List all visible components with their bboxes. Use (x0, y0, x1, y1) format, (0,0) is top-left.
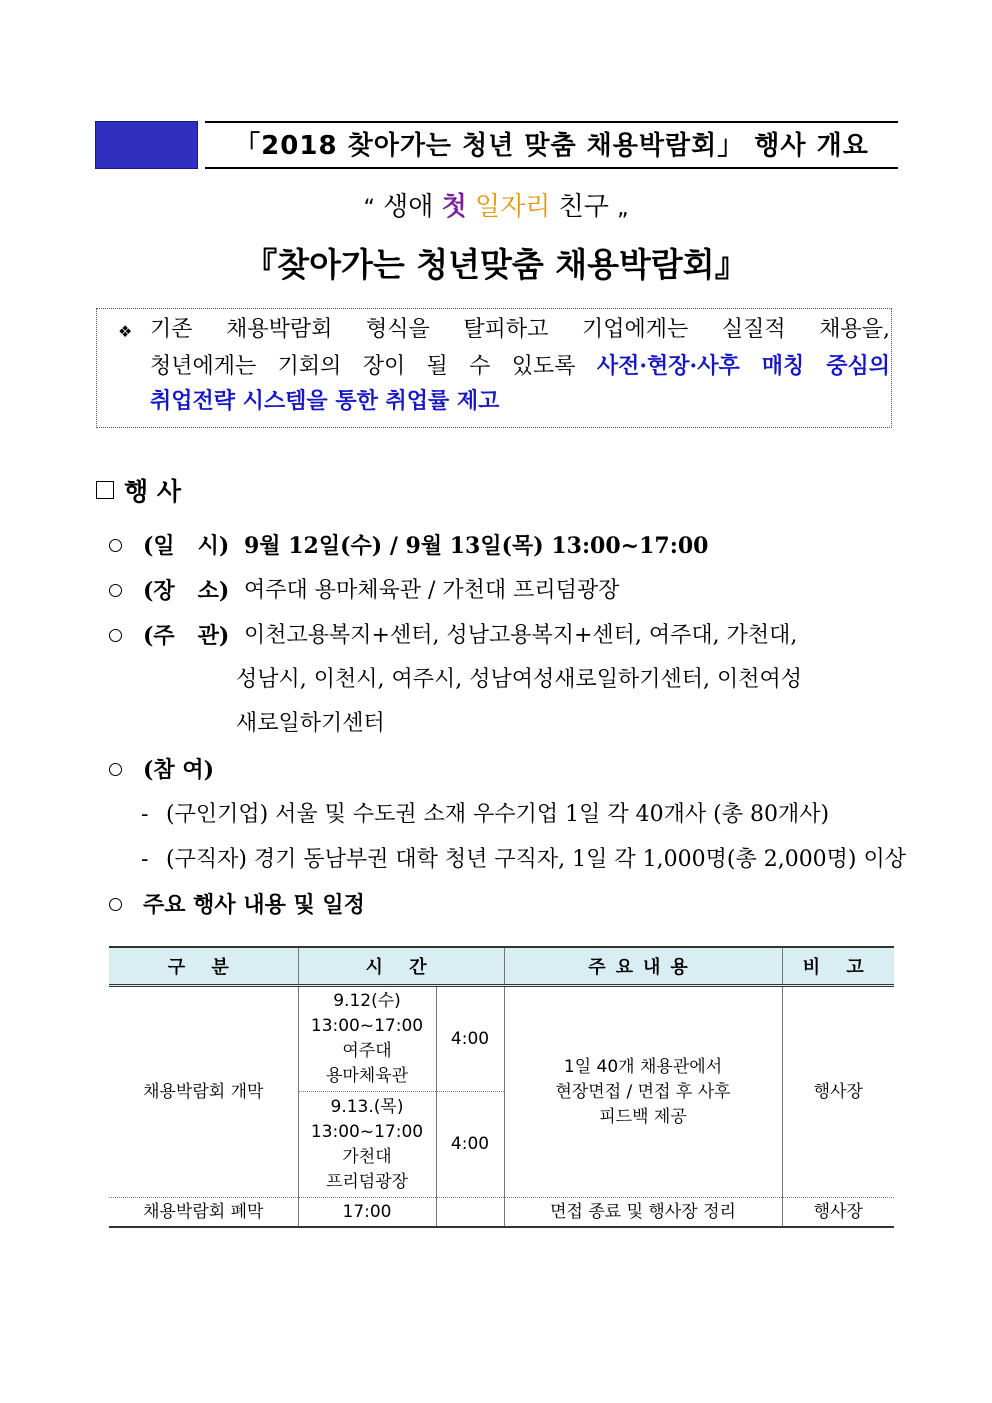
venue-text: 프리덤광장 (325, 1171, 409, 1192)
header-accent-block (95, 121, 198, 169)
page-title: 「2018 찾아가는 청년 맞춤 채용박람회」 행사 개요 (234, 131, 869, 161)
intro-emphasis: 사전·현장·사후 매칭 중심의 (596, 353, 890, 379)
table-header: 주요내용 (504, 947, 782, 986)
slogan-close-quote: „ (617, 196, 629, 221)
event-title: 『찾아가는 청년맞춤 채용박람회』 (244, 245, 748, 284)
participant-item (0, 798, 992, 832)
slogan (0, 188, 992, 228)
detail-value: 이천고용복지+센터, 성남고용복지+센터, 여주대, 가천대, (244, 623, 798, 648)
table-row (109, 1198, 894, 1228)
slogan-word-highlight: 일자리 (475, 192, 551, 222)
detail-label: (주 관) (143, 623, 230, 649)
detail-place (0, 574, 992, 608)
slogan-word: 생애 (383, 192, 434, 222)
table-row (109, 986, 894, 1092)
schedule-heading-text: 주요 행사 내용 및 일정 (143, 892, 365, 918)
detail-value: 여주대 용마체육관 / 가천대 프리덤광장 (244, 578, 620, 603)
date-text: 9.13.(목) (330, 1096, 404, 1117)
detail-label: (참 여) (143, 757, 214, 783)
venue-text: 여주대 (342, 1041, 392, 1061)
table-header: 구 분 (109, 947, 298, 986)
category-cell: 채용박람회 개막 (109, 986, 298, 1198)
detail-host (0, 619, 992, 653)
time-text: 13:00~17:00 (310, 1016, 424, 1036)
intro-text: 청년에게는 기회의 장이 될 수 있도록 (150, 354, 597, 379)
circle-bullet-icon (109, 539, 122, 552)
time-cell: 17:00 (298, 1198, 436, 1228)
participant-text: (구직자) 경기 동남부권 대학 청년 구직자, 1일 각 1,000명(총 2,000명) 이상 (166, 847, 907, 872)
slogan-word: 친구 (558, 192, 609, 222)
header-rule-bottom (205, 167, 898, 169)
table-header: 비 고 (782, 947, 894, 986)
diamond-bullet-icon: ❖ (118, 322, 133, 341)
venue-text: 용마체육관 (325, 1066, 409, 1086)
slogan-open-quote: “ (363, 196, 375, 221)
section-title: 행 사 (124, 477, 182, 506)
participant-item (0, 843, 992, 877)
content-text: 피드백 제공 (599, 1106, 687, 1127)
table-header: 시 간 (298, 947, 504, 986)
detail-label: (일 시) (143, 533, 230, 559)
header-rule-top (205, 121, 898, 123)
table-header-row (109, 947, 894, 986)
duration-cell: 4:00 (436, 986, 504, 1092)
content-text: 1일 40개 채용관에서 (563, 1056, 723, 1077)
detail-value: 9월 12일(수) / 9월 13일(목) 13:00~17:00 (244, 533, 709, 559)
intro-emphasis: 취업전략 시스템을 통한 취업률 제고 (150, 388, 500, 414)
detail-value: 새로일하기센터 (236, 711, 385, 736)
category-cell: 채용박람회 폐막 (109, 1198, 298, 1228)
content-cell (504, 986, 782, 1198)
time-cell (298, 1092, 436, 1198)
time-cell (298, 986, 436, 1092)
content-text: 현장면접 / 면접 후 사후 (555, 1081, 731, 1102)
date-text: 9.12(수) (333, 991, 401, 1011)
circle-bullet-icon (109, 898, 122, 911)
participant-text: (구인기업) 서울 및 수도권 소재 우수기업 1일 각 40개사 (총 80개사) (166, 802, 830, 827)
duration-cell (436, 1198, 504, 1228)
slogan-word-highlight: 첫 (441, 192, 467, 222)
schedule-heading (0, 888, 992, 922)
note-cell: 행사장 (782, 986, 894, 1198)
intro-line (150, 349, 890, 384)
detail-participants (0, 753, 992, 787)
circle-bullet-icon (109, 629, 122, 642)
duration-cell: 4:00 (436, 1092, 504, 1198)
detail-label: (장 소) (143, 578, 230, 604)
dash-bullet: - (141, 802, 149, 827)
note-cell: 행사장 (782, 1198, 894, 1228)
intro-line: 기존 채용박람회 형식을 탈피하고 기업에게는 실질적 채용을, (150, 317, 890, 342)
content-cell: 면접 종료 및 행사장 정리 (504, 1198, 782, 1228)
section-heading (96, 474, 181, 510)
venue-text: 가천대 (342, 1146, 392, 1167)
schedule-table (109, 946, 894, 1228)
detail-value: 성남시, 이천시, 여주시, 성남여성새로일하기센터, 이천여성 (236, 667, 802, 692)
circle-bullet-icon (109, 584, 122, 597)
detail-host-cont (0, 707, 992, 741)
checkbox-square-icon (96, 481, 114, 499)
circle-bullet-icon (109, 763, 122, 776)
dash-bullet: - (141, 847, 149, 872)
detail-date (0, 529, 992, 563)
time-text: 13:00~17:00 (310, 1121, 424, 1142)
detail-host-cont (0, 663, 992, 697)
